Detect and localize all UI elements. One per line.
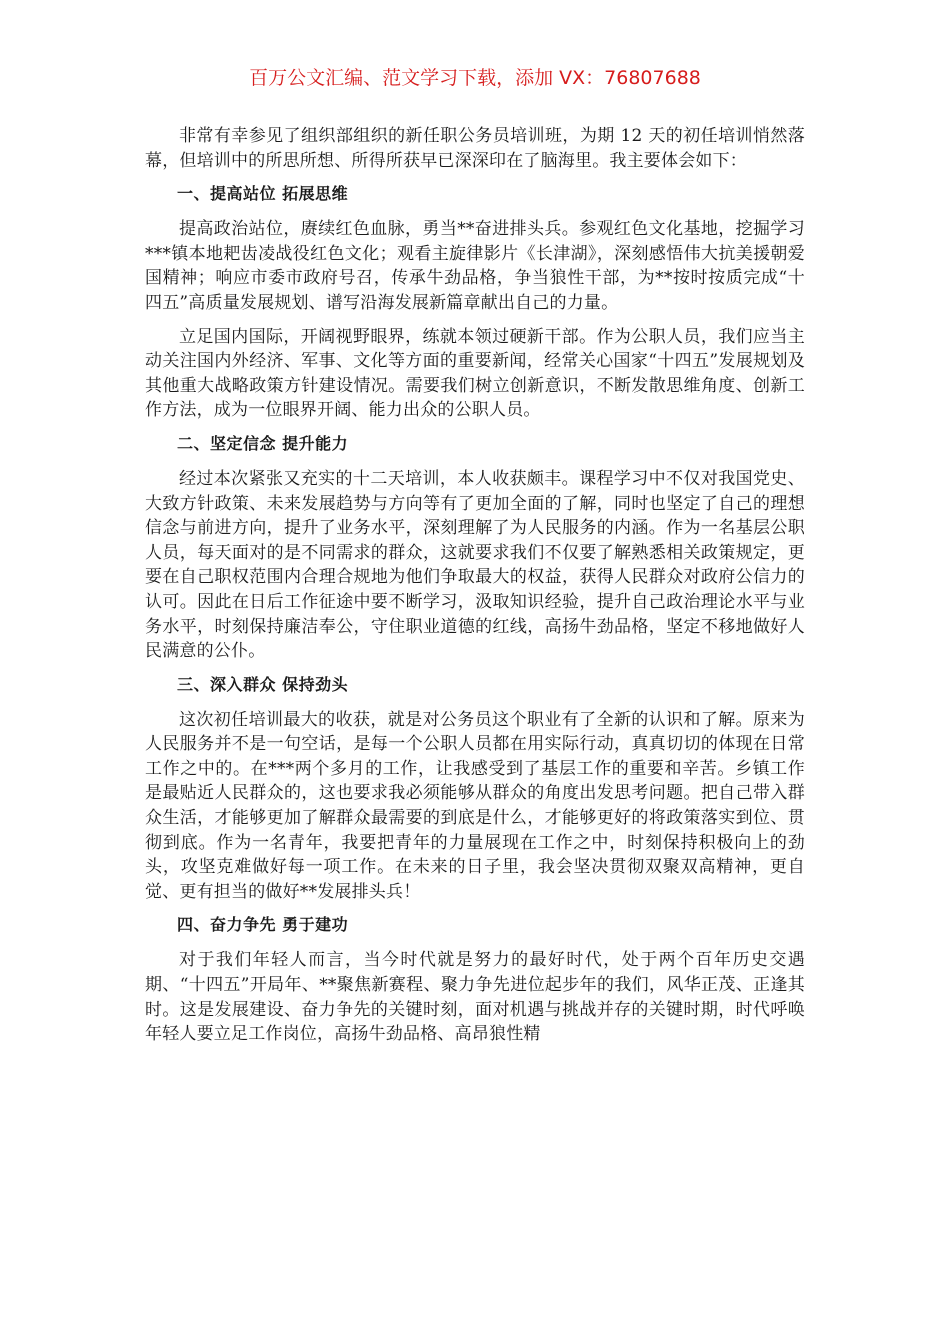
section-heading: 三、深入群众 保持劲头 (177, 674, 349, 694)
section-heading: 二、坚定信念 提升能力 (177, 433, 349, 453)
section-2 (145, 432, 805, 664)
section-4 (145, 913, 805, 1046)
body-paragraph: 经过本次紧张又充实的十二天培训，本人收获颇丰。课程学习中不仅对我国党史、大致方针政策、未来发展趋势与方向等有了更加全面的了解，同时也坚定了自己的理想信念与前进方向，提升了业务水平，深刻理解了为人民服务的内涵。作为一名基层公职人员，每天面对的是不同需求的群众，这就要求我们不仅要了解熟悉相关政策规定，更要在自己职权范围内合理合规地为他们争取最大的权益，获得人民群众对政府公信力的认可。因此在日后工作征途中要不断学习，汲取知识经验，提升自己政治理论水平与业务水平，时刻保持廉洁奉公，守住职业道德的红线，高扬牛劲品格，坚定不移地做好人民满意的公仆。 (145, 468, 805, 662)
section-heading: 四、奋力争先 勇于建功 (177, 915, 349, 935)
body-paragraph: 对于我们年轻人而言，当今时代就是努力的最好时代，处于两个百年历史交遇期、“十四五”开局年、**聚焦新赛程、聚力争先进位起步年的我们，风华正茂、正逢其时。这是发展建设、奋力争先的关键时刻，面对机遇与挑战并存的关键时期，时代呼唤年轻人要立足工作岗位，高扬牛劲品格、高昂狼性精 (145, 950, 805, 1045)
section-1 (145, 182, 805, 423)
body-paragraph: 立足国内国际，开阔视野眼界，练就本领过硬新干部。作为公职人员，我们应当主动关注国内外经济、军事、文化等方面的重要新闻，经常关心国家“十四五”发展规划及其他重大战略政策方针建设情况。需要我们树立创新意识，不断发散思维角度、创新工作方法，成为一位眼界开阔、能力出众的公职人员。 (145, 326, 805, 421)
section-3 (145, 673, 805, 905)
header-banner: 百万公文汇编、范文学习下载，添加 VX：76807688 (249, 67, 701, 89)
document-body (145, 124, 805, 1056)
section-heading: 一、提高站位 拓展思维 (177, 184, 349, 204)
intro-paragraph: 非常有幸参见了组织部组织的新任职公务员培训班，为期 12 天的初任培训悄然落幕，但培训中的所思所想、所得所获早已深深印在了脑海里。我主要体会如下： (145, 126, 805, 171)
body-paragraph: 这次初任培训最大的收获，就是对公务员这个职业有了全新的认识和了解。原来为人民服务并不是一句空话，是每一个公职人员都在用实际行动，真真切切的体现在日常工作之中的。在***两个多月的工作，让我感受到了基层工作的重要和辛苦。乡镇工作是最贴近人民群众的，这也要求我必须能够从群众的角度出发思考问题。把自己带入群众生活，才能够更加了解群众最需要的到底是什么，才能够更好的将政策落实到位、贯彻到底。作为一名青年，我要把青年的力量展现在工作之中，时刻保持积极向上的劲头，攻坚克难做好每一项工作。在未来的日子里，我会坚决贯彻双聚双高精神，更自觉、更有担当的做好**发展排头兵！ (145, 709, 805, 902)
body-paragraph: 提高政治站位，赓续红色血脉，勇当**奋进排头兵。参观红色文化基地，挖掘学习***镇本地耙齿凌战役红色文化；观看主旋律影片《长津湖》，深刻感悟伟大抗美援朝爱国精神；响应市委市政府号召，传承牛劲品格，争当狼性干部，为**按时按质完成“十四五”高质量发展规划、谱写沿海发展新篇章献出自己的力量。 (145, 219, 805, 313)
